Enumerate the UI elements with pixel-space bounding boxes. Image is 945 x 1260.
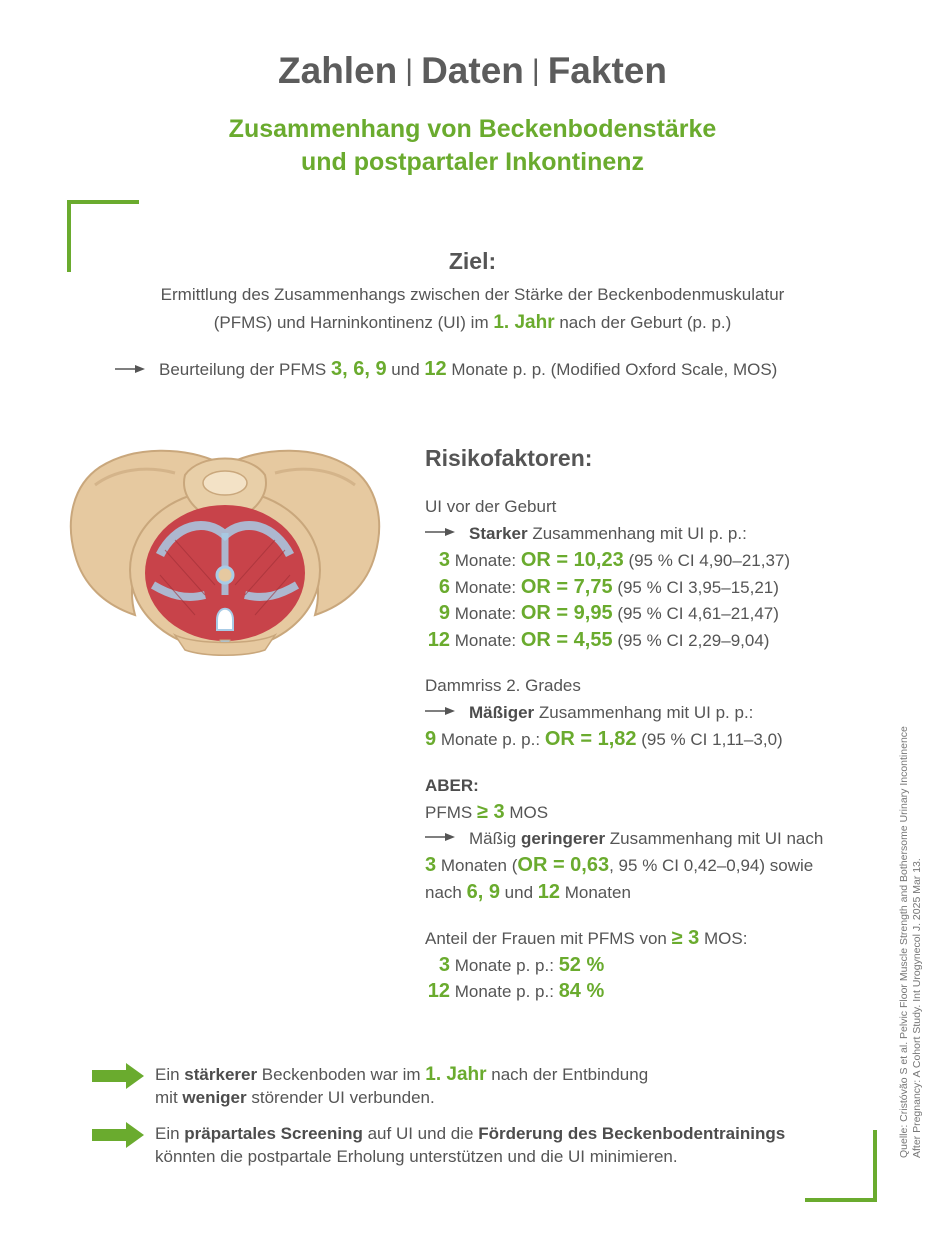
spacer xyxy=(425,905,895,925)
row-or: OR = 9,95 xyxy=(520,602,613,624)
or-row xyxy=(425,547,895,574)
source-line-2: After Pregnancy: A Cohort Study. Int Urogynecol J. 2025 Mar 13. xyxy=(911,858,923,1158)
lower-association-line xyxy=(425,826,895,853)
share-label: Monate p. p.: xyxy=(450,982,559,1001)
conclusion-text: Ein xyxy=(155,1124,185,1143)
subtitle-line-2: und postpartaler Inkontinenz xyxy=(300,148,645,176)
conclusion-text: könnten die postpartale Erholung unterstützen und die UI minimieren. xyxy=(155,1147,678,1166)
row-label: Monate p. p.: xyxy=(436,730,545,749)
conclusion-1-text xyxy=(155,1063,875,1109)
share-month: 12 xyxy=(427,980,450,1002)
lower-months: 12 xyxy=(537,880,561,903)
row-month: 6 xyxy=(438,575,450,598)
share-label: Monate p. p.: xyxy=(450,955,559,975)
moderate-text: Zusammenhang mit UI p. p.: xyxy=(534,702,754,722)
conclusion-bold: Förderung des Beckenbodentrainings xyxy=(478,1124,786,1143)
pelvic-floor-illustration xyxy=(65,445,385,660)
subtitle-line-1: Zusammenhang von Beckenbodenstärke xyxy=(228,115,717,143)
share-line xyxy=(425,925,895,952)
or-row xyxy=(425,574,895,601)
spacer xyxy=(425,753,895,773)
assess-text: und xyxy=(386,360,425,379)
conclusion-text: Beckenboden war im xyxy=(257,1065,426,1084)
assess-text: Beurteilung der PFMS xyxy=(159,360,331,379)
ziel-line-2 xyxy=(100,309,845,337)
or-row xyxy=(425,627,895,654)
lower-or: OR = 0,63 xyxy=(517,854,610,876)
lower-text: und xyxy=(499,882,538,902)
conclusion-1 xyxy=(92,1063,862,1113)
conclusion-text: nach der Entbindung xyxy=(486,1065,649,1084)
row-label: Monate: xyxy=(450,604,521,623)
ziel-heading: Ziel: xyxy=(448,248,497,274)
arrow-right-icon xyxy=(425,526,455,538)
conclusion-bold: präpartales Screening xyxy=(184,1124,363,1143)
strong-text: Zusammenhang mit UI p. p.: xyxy=(527,523,747,543)
assessment-line xyxy=(115,358,777,381)
lower-label: geringerer xyxy=(520,828,606,848)
spacer xyxy=(425,653,895,673)
arrow-right-icon xyxy=(425,705,455,717)
page-title xyxy=(0,50,945,92)
row-or: OR = 7,75 xyxy=(520,575,613,598)
row-ci: (95 % CI 3,95–15,21) xyxy=(612,577,779,597)
moderate-label: Mäßiger xyxy=(469,702,535,722)
row-label: Monate: xyxy=(450,551,521,570)
row-label: Monate: xyxy=(450,630,521,650)
ziel-text-part: (PFMS) und Harninkontinenz (UI) im xyxy=(213,313,494,332)
share-month: 3 xyxy=(438,953,450,976)
row-month: 9 xyxy=(425,728,437,750)
conclusion-bold: weniger xyxy=(182,1088,247,1107)
conclusion-text: störender UI verbunden. xyxy=(246,1088,435,1107)
share-row xyxy=(425,978,895,1005)
row-month: 3 xyxy=(438,549,450,571)
share-row xyxy=(425,952,895,979)
lower-months: 6, 9 xyxy=(466,880,500,903)
conclusion-highlight: 1. Jahr xyxy=(425,1064,487,1085)
share-text: Anteil der Frauen mit PFMS von xyxy=(425,929,672,948)
ziel-text xyxy=(100,281,845,337)
lower-association-line-3 xyxy=(425,879,895,906)
source-citation xyxy=(898,726,924,1158)
page-subtitle xyxy=(0,113,945,179)
aber-label: ABER: xyxy=(425,775,479,795)
row-month: 12 xyxy=(427,628,450,651)
or-row xyxy=(425,600,895,627)
lower-text: Zusammenhang mit UI nach xyxy=(605,828,824,848)
row-ci: (95 % CI 1,11–3,0) xyxy=(636,730,783,749)
share-value: 52 % xyxy=(558,953,605,976)
title-separator-2: | xyxy=(531,54,540,87)
lower-text: Monaten ( xyxy=(436,856,518,875)
perineal-tear-label: Dammriss 2. Grades xyxy=(425,676,581,695)
lower-text: nach xyxy=(425,882,467,902)
row-ci: (95 % CI 2,29–9,04) xyxy=(612,630,770,650)
row-ci: (95 % CI 4,61–21,47) xyxy=(612,604,779,623)
row-month: 9 xyxy=(438,602,450,624)
ziel-line-1: Ermittlung des Zusammenhangs zwischen der Stärke der Beckenbodenmuskulatur xyxy=(160,285,785,304)
conclusion-2-text xyxy=(155,1122,875,1168)
green-arrow-icon xyxy=(92,1063,144,1089)
title-separator-1: | xyxy=(405,54,414,87)
green-arrow-icon xyxy=(92,1122,144,1148)
conclusion-text: mit xyxy=(155,1088,183,1107)
risk-factors-section xyxy=(425,445,895,1005)
title-part-2: Daten xyxy=(421,50,524,91)
arrow-right-icon xyxy=(115,363,145,375)
source-line-1: Quelle: Cristóvão S et al. Pelvic Floor Muscle Strength and Bothersome Urinary Incontinence xyxy=(898,726,910,1158)
pfms-threshold: ≥ 3 xyxy=(476,801,505,823)
share-value: 84 % xyxy=(558,980,605,1002)
conclusion-text: Ein xyxy=(155,1065,185,1084)
pfms-text: MOS xyxy=(504,803,549,822)
assess-months: 12 xyxy=(424,358,447,380)
arrow-right-icon xyxy=(425,831,455,843)
lower-month: 3 xyxy=(425,854,437,876)
conclusion-bold: stärkerer xyxy=(184,1065,258,1084)
risk-heading: Risikofaktoren: xyxy=(425,445,593,471)
title-part-1: Zahlen xyxy=(278,50,398,91)
ui-before-birth: UI vor der Geburt xyxy=(425,497,557,516)
row-label: Monate: xyxy=(450,577,521,597)
lower-text: , 95 % CI 0,42–0,94) sowie xyxy=(609,856,814,875)
share-text: MOS: xyxy=(699,929,748,948)
damm-or-row xyxy=(425,726,895,753)
pfms-text: PFMS xyxy=(425,803,477,822)
row-or: OR = 10,23 xyxy=(520,549,624,571)
strong-association-line xyxy=(425,521,895,548)
assess-months: 3, 6, 9 xyxy=(330,358,387,380)
pfms-line xyxy=(425,799,895,826)
row-ci: (95 % CI 4,90–21,37) xyxy=(623,551,791,570)
ziel-text-part: nach der Geburt (p. p.) xyxy=(554,313,732,332)
assess-text: Monate p. p. (Modified Oxford Scale, MOS) xyxy=(446,360,778,379)
lower-text: Monaten xyxy=(560,882,631,902)
lower-text: Mäßig xyxy=(469,828,521,848)
row-or: OR = 1,82 xyxy=(544,728,637,750)
ziel-highlight: 1. Jahr xyxy=(493,312,555,333)
strong-label: Starker xyxy=(469,523,528,543)
share-threshold: ≥ 3 xyxy=(671,927,700,949)
conclusion-text: auf UI und die xyxy=(362,1124,479,1143)
moderate-association-line xyxy=(425,700,895,727)
row-or: OR = 4,55 xyxy=(520,628,613,651)
title-part-3: Fakten xyxy=(547,50,667,91)
conclusion-2 xyxy=(92,1122,862,1172)
lower-association-line-2 xyxy=(425,852,895,879)
